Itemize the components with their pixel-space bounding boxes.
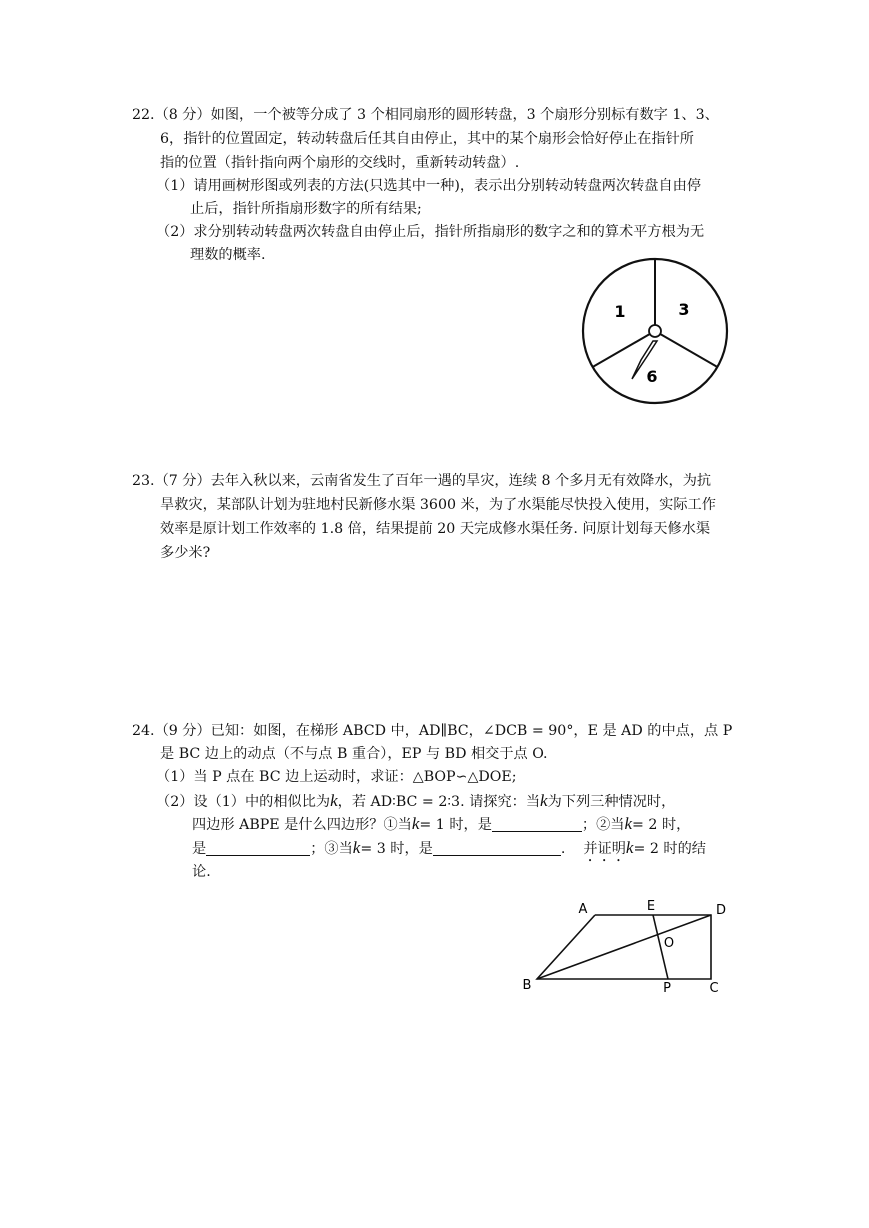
vertex-label-b: B bbox=[522, 978, 532, 993]
q24-period: . bbox=[560, 841, 566, 857]
spinner-divider-right bbox=[655, 331, 717, 367]
k-variable: k bbox=[625, 838, 634, 857]
q24-case1: = 1 时，是 bbox=[419, 817, 492, 833]
answer-blank-3[interactable] bbox=[433, 840, 561, 856]
k-variable: k bbox=[330, 791, 338, 810]
q24-sep-3: ；③当 bbox=[310, 841, 353, 857]
spinner-label-3: 3 bbox=[678, 300, 690, 319]
trapezoid-figure bbox=[515, 895, 730, 1000]
k-variable: k bbox=[411, 814, 420, 833]
q22-line-1: 22.（8 分）如图，一个被等分成了 3 个相同扇形的圆形转盘，3 个扇形分别标有数字 1、3、 bbox=[132, 107, 719, 123]
answer-blank-1[interactable] bbox=[492, 816, 582, 832]
q24-prove-case: = 2 时的结 bbox=[633, 841, 706, 857]
q22-part1-line-2: 止后，指针所指扇形数字的所有结果; bbox=[190, 201, 422, 217]
q23-line-3: 效率是原计划工作效率的 1.8 倍，结果提前 20 天完成修水渠任务. 问原计划每天修水渠 bbox=[160, 521, 711, 537]
spinner-figure bbox=[575, 255, 735, 415]
q24-part2-question: 四边形 ABPE 是什么四边形？①当 bbox=[192, 817, 412, 833]
q24-case3: = 3 时，是 bbox=[360, 841, 433, 857]
spinner-pivot bbox=[649, 325, 661, 337]
q22-part1-line-1: （1）请用画树形图或列表的方法(只选其中一种)，表示出分别转动转盘两次转盘自由停 bbox=[156, 178, 702, 194]
q24-case2: = 2 时， bbox=[632, 817, 691, 833]
q22-line-3: 指的位置（指针指向两个扇形的交线时，重新转动转盘）. bbox=[160, 155, 520, 171]
q23-line-4: 多少米? bbox=[160, 545, 211, 561]
spinner-label-1: 1 bbox=[614, 302, 626, 321]
spinner-label-6: 6 bbox=[646, 367, 658, 386]
vertex-label-a: A bbox=[578, 902, 588, 917]
q23-line-1: 23.（7 分）去年入秋以来，云南省发生了百年一遇的旱灾，连续 8 个多月无有效降水，为抗 bbox=[132, 473, 712, 489]
q24-sep-2: ；②当 bbox=[581, 817, 625, 833]
q24-part2-line-4: 论. bbox=[192, 864, 211, 880]
q24-shi: 是 bbox=[192, 841, 207, 857]
vertex-label-d: D bbox=[715, 903, 727, 918]
q24-part1: （1）当 P 点在 BC 边上运动时，求证：△BOP∽△DOE; bbox=[156, 769, 517, 785]
q22-line-2: 6，指针的位置固定，转动转盘后任其自由停止，其中的某个扇形会恰好停止在指针所 bbox=[160, 131, 694, 147]
q22-part2-line-1: （2）求分别转动转盘两次转盘自由停止后，指针所指扇形的数字之和的算术平方根为无 bbox=[156, 224, 705, 240]
q24-line-2: 是 BC 边上的动点（不与点 B 重合），EP 与 BD 相交于点 O. bbox=[160, 746, 548, 762]
spinner-divider-left bbox=[593, 331, 655, 367]
q22-part2-line-2: 理数的概率. bbox=[190, 247, 266, 263]
k-variable: k bbox=[352, 838, 361, 857]
point-label-p: P bbox=[663, 981, 671, 996]
diagonal-bd bbox=[537, 915, 711, 979]
q23-line-2: 旱救灾，某部队计划为驻地村民新修水渠 3600 米，为了水渠能尽快投入使用，实际工作 bbox=[160, 497, 716, 513]
q24-line-1: 24.（9 分）已知：如图，在梯形 ABCD 中，AD∥BC，∠DCB = 90°，E 是 AD 的中点，点 P bbox=[132, 723, 733, 739]
q24-prove-dotted: 并证明 bbox=[583, 841, 626, 857]
point-label-o: O bbox=[663, 936, 675, 951]
q24-part2-line-3 bbox=[192, 837, 706, 865]
k-variable: k bbox=[540, 791, 548, 810]
q24-part2-line-2 bbox=[192, 813, 690, 836]
q24-part2-intro: （2）设（1）中的相似比为 bbox=[156, 794, 331, 810]
k-variable: k bbox=[624, 814, 633, 833]
q24-part2-line-1 bbox=[156, 790, 675, 813]
answer-blank-2[interactable] bbox=[206, 840, 310, 856]
q24-part2-ratio: ，若 AD∶BC = 2∶3. 请探究：当 bbox=[337, 794, 541, 810]
vertex-label-e: E bbox=[646, 899, 656, 914]
q24-part2-cases: 为下列三种情况时， bbox=[547, 794, 676, 810]
vertex-label-c: C bbox=[709, 981, 719, 996]
